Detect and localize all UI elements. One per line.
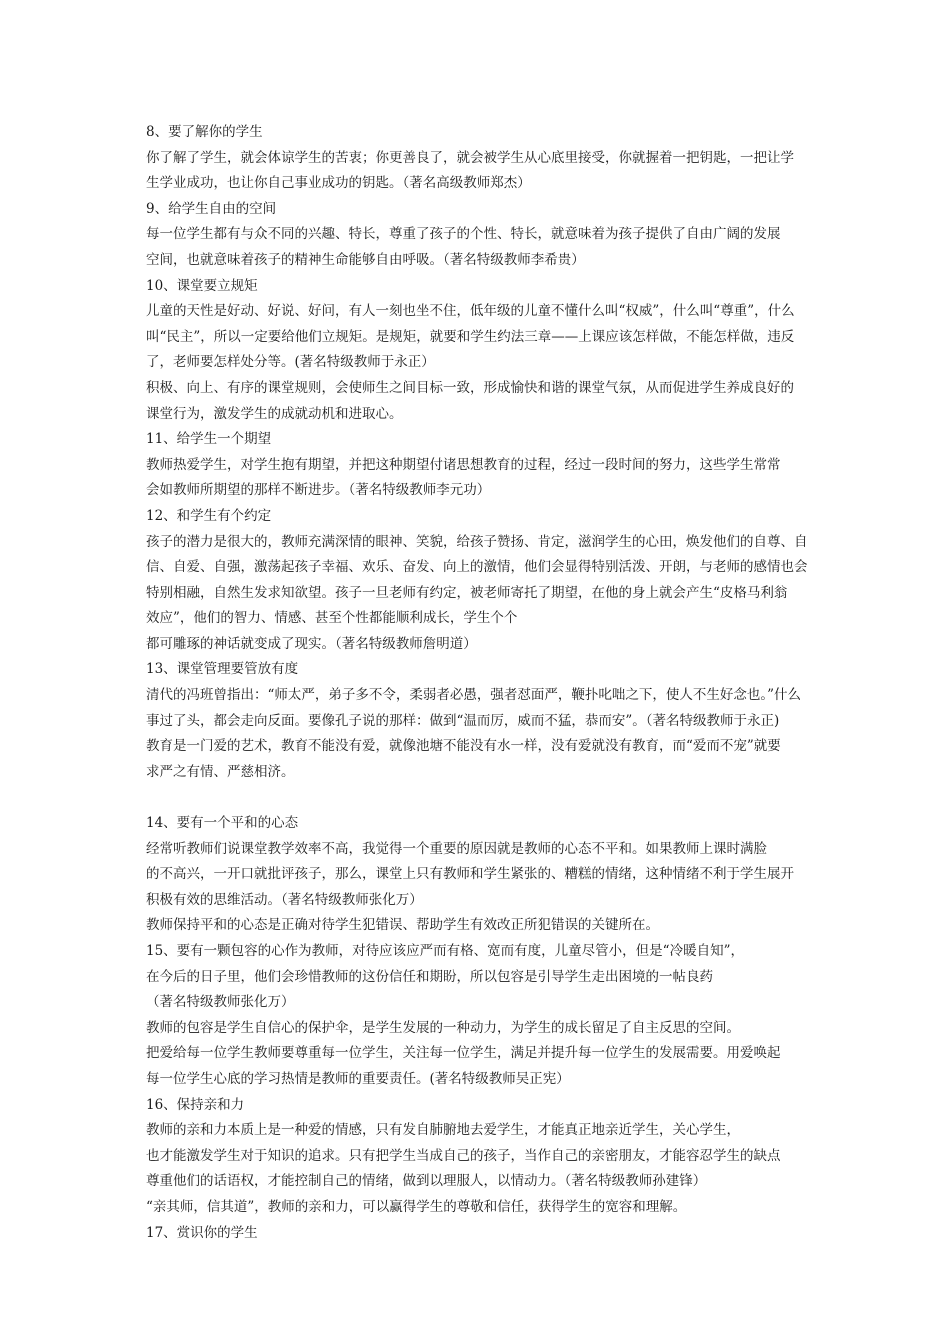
text-line: 儿童的天性是好动、好说、好问，有人一刻也坐不住，低年级的儿童不懂什么叫“权威”，什么叫“尊重”，什么 xyxy=(146,303,795,320)
text-line: 效应”，他们的智力、情感、甚至个性都能顺利成长，学生个个 xyxy=(146,610,518,627)
text-line: 积极有效的思维活动。（著名特级教师张化万） xyxy=(146,891,423,908)
text-line: 教师的亲和力本质上是一种爱的情感，只有发自肺腑地去爱学生，才能真正地亲近学生，关心学生， xyxy=(146,1122,740,1139)
text-line: 经常听教师们说课堂教学效率不高，我觉得一个重要的原因就是教师的心态不平和。如果教师上课时满脸 xyxy=(146,840,767,857)
text-line: 你了解了学生，就会体谅学生的苦衷；你更善良了，就会被学生从心底里接受，你就握着一把钥匙，一把让学 xyxy=(146,149,794,166)
text-line: 每一位学生都有与众不同的兴趣、特长，尊重了孩子的个性、特长，就意味着为孩子提供了自由广阔的发展 xyxy=(146,226,781,243)
text-line: 生学业成功，也让你自己事业成功的钥匙。（著名高级教师郑杰） xyxy=(146,175,531,192)
text-line: 在今后的日子里，他们会珍惜教师的这份信任和期盼，所以包容是引导学生走出困境的一帖良药 xyxy=(146,968,713,985)
text-line: 空间，也就意味着孩子的精神生命能够自由呼吸。（著名特级教师李希贵） xyxy=(146,251,585,268)
text-line: 求严之有情、严慈相济。 xyxy=(146,763,295,780)
text-line: “亲其师，信其道”，教师的亲和力，可以赢得学生的尊敬和信任，获得学生的宽容和理解。 xyxy=(146,1198,687,1215)
text-line: 会如教师所期望的那样不断进步。（著名特级教师李元功） xyxy=(146,482,491,499)
text-line: 尊重他们的话语权，才能控制自己的情绪，做到以理服人，以情动力。（著名特级教师孙建锋） xyxy=(146,1173,707,1190)
text-line: 都可雕琢的神话就变成了现实。（著名特级教师詹明道） xyxy=(146,635,477,652)
text-line: 10、课堂要立规矩 xyxy=(146,277,258,294)
text-line: 也才能激发学生对于知识的追求。只有把学生当成自己的孩子，当作自己的亲密朋友，才能容忍学生的缺点 xyxy=(146,1147,781,1164)
text-line: （著名特级教师张化万） xyxy=(146,994,295,1011)
text-line: 教育是一门爱的艺术，教育不能没有爱，就像池塘不能没有水一样，没有爱就没有教育，而“爱而不宠”就要 xyxy=(146,738,781,755)
text-line: 教师热爱学生，对学生抱有期望，并把这种期望付诸思想教育的过程，经过一段时间的努力，这些学生常常 xyxy=(146,456,781,473)
text-line: 的不高兴，一开口就批评孩子，那么，课堂上只有教师和学生紧张的、糟糕的情绪，这种情绪不利于学生展开 xyxy=(146,866,794,883)
document-body xyxy=(146,120,810,1246)
text-line: 9、给学生自由的空间 xyxy=(146,200,277,217)
text-line: 8、要了解你的学生 xyxy=(146,124,263,140)
text-line: 15、要有一颗包容的心作为教师，对待应该应严而有格、宽而有度，儿童尽管小，但是“冷暖自知”， xyxy=(146,943,744,959)
text-line: 14、要有一个平和的心态 xyxy=(146,815,299,832)
text-line: 了，老师要怎样处分等。(著名特级教师于永正） xyxy=(146,354,435,371)
text-line: 12、和学生有个约定 xyxy=(146,507,272,524)
text-line: 孩子的潜力是很大的，教师充满深情的眼神、笑貌，给孩子赞扬、肯定，滋润学生的心田，焕发他们的自尊、自 xyxy=(146,533,808,550)
text-line: 信、自爱、自强，激荡起孩子幸福、欢乐、奋发、向上的激情，他们会显得特别活泼、开朗，与老师的感情也会 xyxy=(146,559,808,576)
text-line: 13、课堂管理要管放有度 xyxy=(146,661,299,678)
text-line: 教师保持平和的心态是正确对待学生犯错误、帮助学生有效改正所犯错误的关键所在。 xyxy=(146,917,659,934)
text-line: 叫“民主”，所以一定要给他们立规矩。是规矩，就要和学生约法三章——上课应该怎样做，不能怎样做，违反 xyxy=(146,328,795,345)
text-line: 每一位学生心底的学习热情是教师的重要责任。(著名特级教师吴正宪） xyxy=(146,1070,570,1087)
text-line: 17、赏识你的学生 xyxy=(146,1224,258,1241)
text-line: 16、保持亲和力 xyxy=(146,1096,245,1113)
text-line: 清代的冯班曾指出：“师太严，弟子多不令，柔弱者必愚，强者怼面严，鞭扑叱咄之下，使人不生好念也。”什么 xyxy=(146,687,802,704)
text-line: 11、给学生一个期望 xyxy=(146,431,272,448)
text-line: 把爱给每一位学生教师要尊重每一位学生，关注每一位学生，满足并提升每一位学生的发展需要。用爱唤起 xyxy=(146,1045,781,1062)
text-line: 教师的包容是学生自信心的保护伞，是学生发展的一种动力，为学生的成长留足了自主反思的空间。 xyxy=(146,1019,740,1036)
text-line: 特别相融，自然生发求知欲望。孩子一旦老师有约定，被老师寄托了期望，在他的身上就会产生“皮格马利翁 xyxy=(146,584,788,601)
text-line xyxy=(146,785,810,811)
text-line: 课堂行为，激发学生的成就动机和进取心。 xyxy=(146,405,403,422)
text-line: 积极、向上、有序的课堂规则，会使师生之间目标一致，形成愉快和谐的课堂气氛，从而促进学生养成良好的 xyxy=(146,379,794,396)
text-line: 事过了头，都会走向反面。要像孔子说的那样：做到“温而厉，威而不猛，恭而安”。（著名特级教师于永正) xyxy=(146,712,780,729)
